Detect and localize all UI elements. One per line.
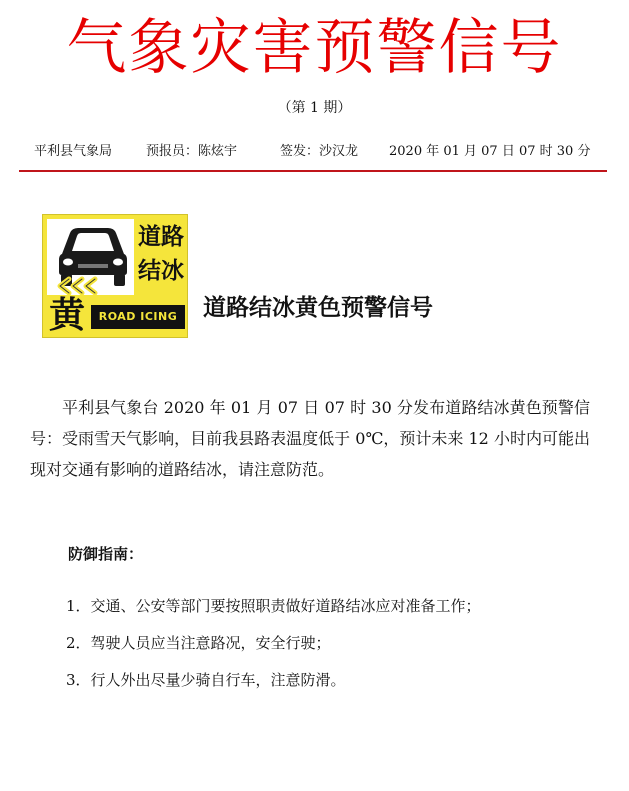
document-meta xyxy=(34,142,604,164)
icon-label-road: 道路 xyxy=(138,224,184,250)
icon-label-english: ROAD ICING xyxy=(91,305,185,329)
guidance-title: 防御指南： xyxy=(68,545,144,563)
issuing-office: 平利县气象局 xyxy=(34,144,113,159)
issue-datetime: 2020 年 01 月 07 日 07 时 30 分 xyxy=(389,144,591,159)
forecaster: 预报员：陈炫宇 xyxy=(146,144,238,159)
guidance-item: 2．驾驶人员应当注意路况，安全行驶； xyxy=(66,634,331,652)
signer: 签发：沙汉龙 xyxy=(280,144,359,159)
guidance-list xyxy=(66,588,606,699)
issue-number: （第 1 期） xyxy=(277,100,352,116)
warning-level-char: 黄 xyxy=(48,295,85,336)
header-divider xyxy=(19,170,607,172)
guidance-item: 1．交通、公安等部门要按照职责做好道路结冰应对准备工作； xyxy=(66,597,481,615)
road-icing-icon xyxy=(42,214,188,338)
warning-paragraph: 平利县气象台 2020 年 01 月 07 日 07 时 30 分发布道路结冰黄色预警信号：受雨雪天气影响，目前我县路表温度低于 0℃，预计未来 12 小时内可能出现对交通有影响的道路结冰，请注意防范。 xyxy=(30,398,590,479)
car-skid-icon xyxy=(47,219,134,295)
icon-label-icing: 结冰 xyxy=(138,258,184,284)
signal-title: 道路结冰黄色预警信号 xyxy=(203,295,433,321)
document-title: 气象灾害预警信号 xyxy=(66,13,563,83)
guidance-item: 3．行人外出尽量少骑自行车，注意防滑。 xyxy=(66,671,346,689)
